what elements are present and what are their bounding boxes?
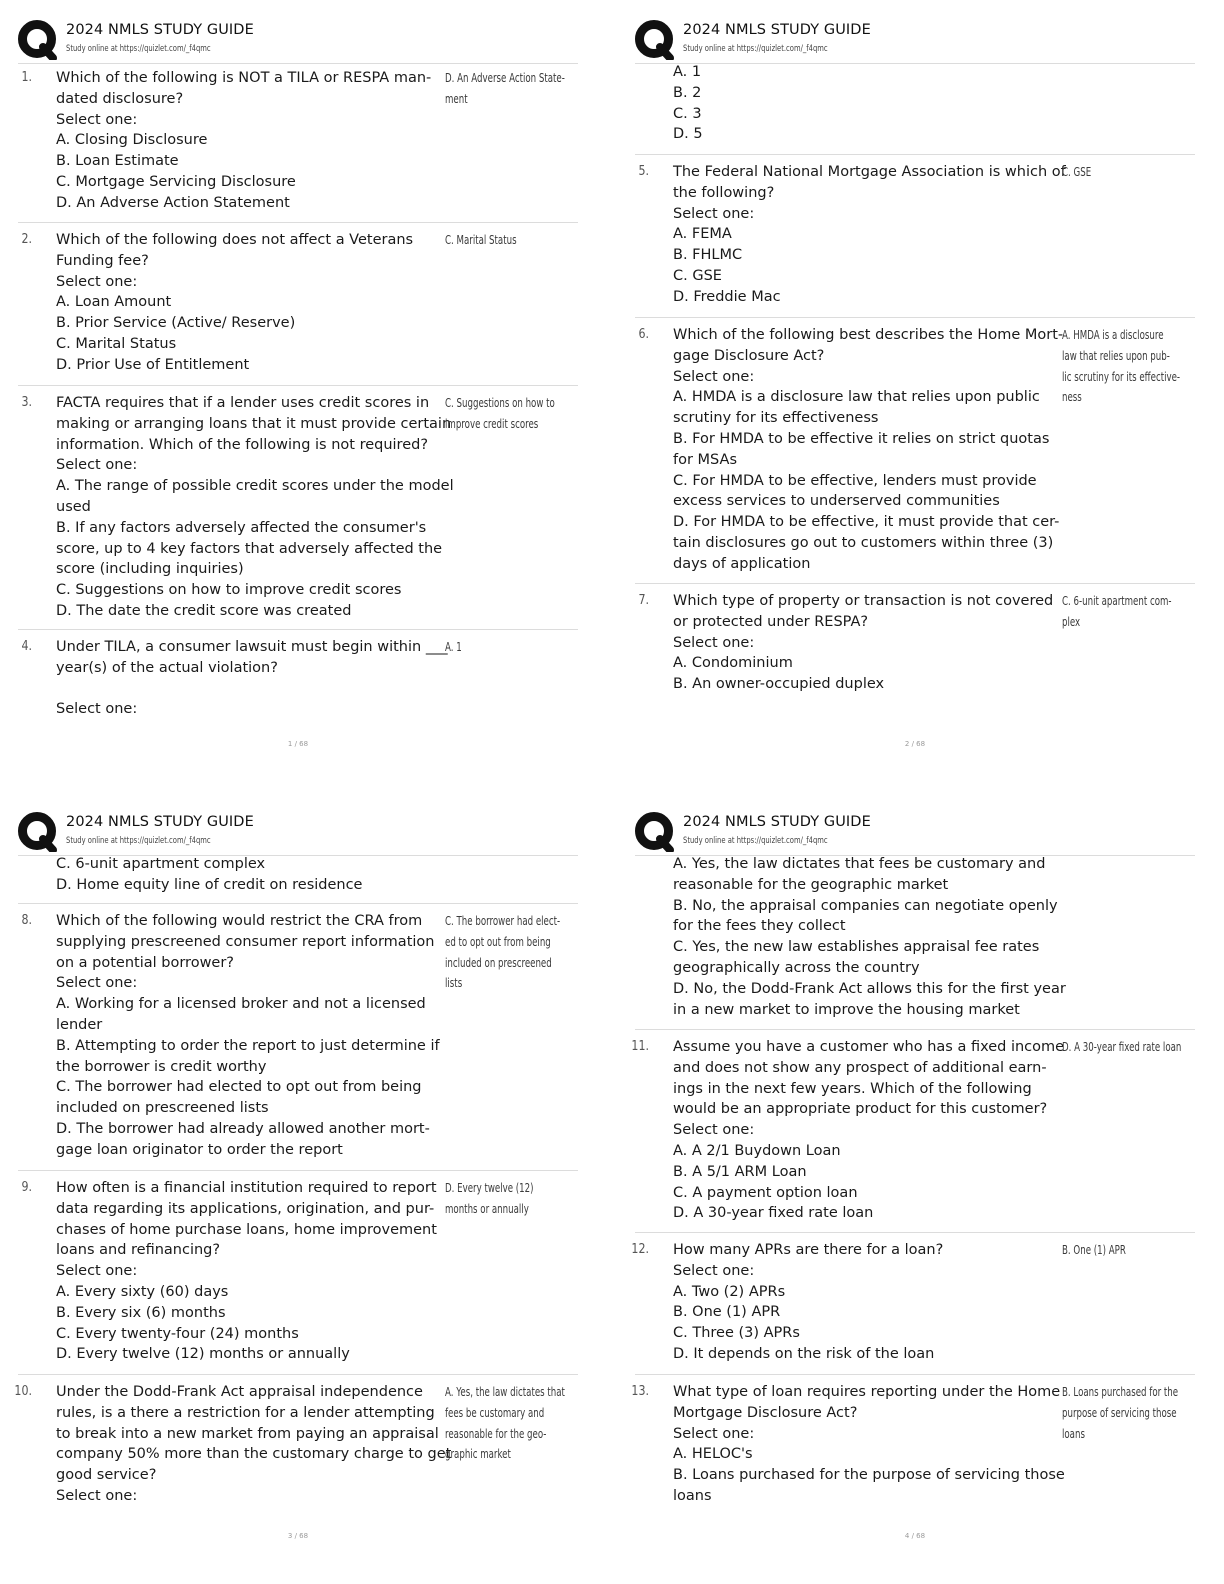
question-line: for the fees they collect: [673, 918, 846, 935]
question-line: company 50% more than the customary charge to get: [56, 1446, 452, 1463]
question-text: [56, 393, 454, 622]
question-line: C. The borrower had elected to opt out from being: [56, 1079, 422, 1096]
question-line: C. For HMDA to be effective, lenders must provide: [673, 472, 1037, 489]
question-line: D. The borrower had already allowed another mort-: [56, 1120, 430, 1137]
question-line: year(s) of the actual violation?: [56, 659, 278, 676]
question-line: C. Every twenty-four (24) months: [56, 1325, 299, 1342]
question-line: Select one:: [56, 1487, 138, 1504]
question-line: D. Every twelve (12) months or annually: [56, 1346, 350, 1363]
question-line: Select one:: [673, 368, 755, 385]
question-line: What type of loan requires reporting under the Home: [673, 1384, 1061, 1400]
question-line: Select one:: [673, 1262, 755, 1279]
answer-text: [1062, 1037, 1212, 1058]
question-divider: [635, 1029, 1195, 1030]
question-line: Select one:: [56, 701, 138, 718]
question-line: A. Two (2) APRs: [673, 1283, 786, 1300]
question-divider: [635, 1374, 1195, 1375]
answer-line: months or annually: [445, 1201, 529, 1216]
question-line: B. If any factors adversely affected the consumer's: [56, 519, 427, 536]
answer-line: fees be customary and: [445, 1405, 545, 1420]
question-line: data regarding its applications, origination, and pur-: [56, 1200, 435, 1217]
question-line: on a potential borrower?: [56, 954, 235, 971]
question-line: How many APRs are there for a loan?: [673, 1242, 944, 1258]
question-line: lender: [56, 1016, 103, 1033]
study-online-link[interactable]: Study online at https://quizlet.com/_f4qmc: [683, 836, 828, 846]
question-text: [673, 1240, 1065, 1365]
question-line: and does not show any prospect of additional earn-: [673, 1059, 1047, 1076]
answer-line: A. Yes, the law dictates that: [445, 1385, 565, 1399]
answer-line: C. GSE: [1062, 165, 1092, 179]
question-text: [673, 1382, 1065, 1507]
answer-line: A. HMDA is a disclosure: [1062, 328, 1164, 342]
quizlet-logo-icon: [635, 812, 675, 852]
question-line: Select one:: [56, 111, 138, 128]
question-line: C. Three (3) APRs: [673, 1325, 800, 1342]
question-line: scrutiny for its effectiveness: [673, 410, 879, 427]
question-line: A. Working for a licensed broker and not a licensed: [56, 996, 426, 1013]
question-line: Select one:: [56, 273, 138, 290]
question-divider: [635, 317, 1195, 318]
question-line: B. A 5/1 ARM Loan: [673, 1163, 807, 1180]
question-line: B. Attempting to order the report to just determine if: [56, 1037, 440, 1054]
question-line: rules, is a there a restriction for a lender attempting: [56, 1404, 435, 1421]
question-line: the following?: [673, 184, 775, 201]
question-line: gage Disclosure Act?: [673, 347, 825, 364]
question-line: geographically across the country: [673, 959, 920, 976]
question-line: making or arranging loans that it must provide certain: [56, 415, 452, 432]
answer-line: ed to opt out from being: [445, 934, 551, 949]
question-line: C. Mortgage Servicing Disclosure: [56, 173, 296, 190]
question-line: C. 6-unit apartment complex: [56, 856, 266, 872]
question-line: A. FEMA: [673, 226, 732, 243]
answer-text: [445, 230, 595, 251]
question-number: 9.: [21, 1180, 32, 1195]
question-divider: [635, 154, 1195, 155]
answer-line: purpose of servicing those: [1062, 1405, 1177, 1420]
question-line: Select one:: [673, 1122, 755, 1139]
answer-text: [445, 911, 595, 994]
question-number: 8.: [21, 913, 32, 928]
question-line: A. Condominium: [673, 655, 793, 672]
question-divider: [635, 1232, 1195, 1233]
question-line: C. Suggestions on how to improve credit scores: [56, 582, 402, 599]
answer-text: [1062, 162, 1212, 183]
question-line: D. A 30-year fixed rate loan: [673, 1205, 874, 1222]
question-line: C. GSE: [673, 267, 722, 284]
question-line: B. 2: [673, 84, 702, 101]
question-line: Funding fee?: [56, 252, 149, 269]
question-line: or protected under RESPA?: [673, 613, 869, 630]
header-divider: [18, 63, 578, 64]
question-line: D. It depends on the risk of the loan: [673, 1345, 935, 1362]
answer-text: [445, 68, 595, 110]
question-line: D. Prior Use of Entitlement: [56, 356, 250, 373]
answer-line: C. Suggestions on how to: [445, 396, 555, 410]
question-text: [56, 637, 448, 720]
question-text: [56, 1382, 452, 1507]
question-line: dated disclosure?: [56, 90, 184, 107]
answer-line: D. An Adverse Action State-: [445, 71, 565, 85]
question-line: Mortgage Disclosure Act?: [673, 1404, 858, 1421]
quizlet-logo-icon: [18, 812, 58, 852]
question-line: Assume you have a customer who has a fixed income: [673, 1039, 1065, 1055]
question-line: B. For HMDA to be effective it relies on strict quotas: [673, 430, 1050, 447]
quizlet-logo-icon: [635, 20, 675, 60]
answer-line: lic scrutiny for its effective-: [1062, 369, 1181, 384]
question-line: A. Every sixty (60) days: [56, 1283, 229, 1300]
answer-text: [1062, 325, 1212, 408]
question-line: FACTA requires that if a lender uses credit scores in: [56, 395, 430, 411]
question-line: Select one:: [673, 1425, 755, 1442]
question-text: [673, 162, 1065, 308]
question-line: A. Closing Disclosure: [56, 132, 208, 149]
question-line: Under the Dodd-Frank Act appraisal independence: [56, 1384, 423, 1400]
page-number: 4 / 68: [904, 1532, 926, 1540]
question-line: D. Freddie Mac: [673, 288, 781, 305]
question-text: [673, 62, 1065, 145]
question-line: the borrower is credit worthy: [56, 1058, 267, 1075]
question-number: 12.: [631, 1242, 649, 1257]
question-text: [56, 1178, 448, 1365]
answer-line: ness: [1062, 390, 1082, 405]
answer-text: [445, 393, 595, 435]
study-online-link[interactable]: Study online at https://quizlet.com/_f4qmc: [66, 836, 211, 846]
question-line: reasonable for the geographic market: [673, 876, 949, 893]
question-line: would be an appropriate product for this customer?: [673, 1101, 1048, 1118]
question-line: Select one:: [673, 205, 755, 222]
page-number: 2 / 68: [904, 740, 926, 748]
question-line: A. Loan Amount: [56, 294, 172, 311]
question-number: 10.: [14, 1384, 32, 1399]
question-divider: [18, 1170, 578, 1171]
answer-line: graphic market: [445, 1447, 511, 1462]
answer-text: [1062, 1240, 1212, 1261]
question-line: D. An Adverse Action Statement: [56, 194, 290, 211]
question-line: to break into a new market from paying an appraisal: [56, 1425, 439, 1442]
answer-line: law that relies upon pub-: [1062, 348, 1170, 363]
question-number: 4.: [21, 639, 32, 654]
answer-line: B. Loans purchased for the: [1062, 1385, 1179, 1399]
question-line: B. Prior Service (Active/ Reserve): [56, 315, 296, 332]
question-text: [56, 854, 448, 896]
question-line: gage loan originator to order the report: [56, 1141, 343, 1158]
question-line: C. Marital Status: [56, 335, 177, 352]
page-number: 3 / 68: [287, 1532, 309, 1540]
question-number: 11.: [631, 1039, 649, 1054]
question-number: 3.: [21, 395, 32, 410]
question-line: How often is a financial institution required to report: [56, 1180, 437, 1196]
answer-line: included on prescreened: [445, 955, 552, 970]
study-online-link[interactable]: Study online at https://quizlet.com/_f4qmc: [66, 44, 211, 54]
question-divider: [18, 903, 578, 904]
question-line: D. 5: [673, 126, 703, 143]
question-text: [56, 230, 448, 376]
answer-line: ment: [445, 91, 468, 106]
answer-line: C. Marital Status: [445, 233, 517, 247]
question-line: B. One (1) APR: [673, 1304, 781, 1321]
question-line: C. 3: [673, 105, 702, 122]
question-line: B. FHLMC: [673, 247, 743, 264]
page-title: 2024 NMLS STUDY GUIDE: [66, 814, 254, 830]
study-online-link[interactable]: Study online at https://quizlet.com/_f4qmc: [683, 44, 828, 54]
question-line: supplying prescreened consumer report information: [56, 933, 435, 950]
question-line: B. An owner-occupied duplex: [673, 676, 885, 693]
question-line: score (including inquiries): [56, 561, 244, 578]
question-line: Select one:: [56, 457, 138, 474]
question-line: A. HMDA is a disclosure law that relies upon public: [673, 389, 1040, 406]
question-line: ings in the next few years. Which of the following: [673, 1080, 1032, 1097]
question-line: Select one:: [56, 1263, 138, 1280]
question-number: 5.: [638, 164, 649, 179]
answer-line: A. 1: [445, 640, 462, 654]
study-guide-page-1: [0, 0, 600, 792]
question-line: [56, 679, 448, 700]
question-text: [56, 911, 448, 1161]
question-line: A. 1: [673, 64, 702, 80]
question-line: included on prescreened lists: [56, 1100, 269, 1117]
question-line: Select one:: [673, 634, 755, 651]
question-line: D. Home equity line of credit on residence: [56, 876, 363, 893]
question-line: C. A payment option loan: [673, 1184, 858, 1201]
question-line: chases of home purchase loans, home improvement: [56, 1221, 437, 1238]
question-number: 1.: [21, 70, 32, 85]
page-number: 1 / 68: [287, 740, 309, 748]
question-number: 7.: [638, 593, 649, 608]
study-guide-page-3: [0, 792, 600, 1584]
page-title: 2024 NMLS STUDY GUIDE: [66, 22, 254, 38]
question-line: Which of the following best describes the Home Mort-: [673, 327, 1064, 343]
question-text: [673, 591, 1065, 695]
question-line: D. For HMDA to be effective, it must provide that cer-: [673, 514, 1060, 531]
page-title: 2024 NMLS STUDY GUIDE: [683, 22, 871, 38]
question-number: 2.: [21, 232, 32, 247]
question-line: in a new market to improve the housing market: [673, 1001, 1020, 1018]
question-line: Which of the following is NOT a TILA or RESPA man-: [56, 70, 432, 86]
question-line: D. The date the credit score was created: [56, 602, 352, 619]
question-line: A. The range of possible credit scores under the model: [56, 478, 454, 495]
question-divider: [635, 583, 1195, 584]
question-line: A. HELOC's: [673, 1446, 753, 1463]
question-text: [673, 1037, 1065, 1224]
question-divider: [18, 385, 578, 386]
question-number: 13.: [631, 1384, 649, 1399]
answer-text: [445, 1382, 595, 1465]
question-line: score, up to 4 key factors that adversely affected the: [56, 540, 443, 557]
answer-line: lists: [445, 976, 463, 991]
question-line: days of application: [673, 555, 811, 572]
page-title: 2024 NMLS STUDY GUIDE: [683, 814, 871, 830]
answer-text: [1062, 591, 1212, 633]
answer-text: [445, 637, 595, 658]
answer-line: B. One (1) APR: [1062, 1243, 1126, 1257]
answer-line: loans: [1062, 1426, 1085, 1441]
answer-line: C. The borrower had elect-: [445, 914, 561, 928]
question-line: tain disclosures go out to customers within three (3): [673, 534, 1054, 551]
question-text: [673, 325, 1065, 575]
study-guide-page-2: [617, 0, 1217, 792]
question-line: Which of the following does not affect a Veterans: [56, 232, 414, 248]
answer-text: [445, 1178, 595, 1220]
question-line: for MSAs: [673, 451, 738, 468]
question-line: The Federal National Mortgage Association is which of: [673, 164, 1066, 180]
answer-line: reasonable for the geo-: [445, 1426, 547, 1441]
question-line: B. Loan Estimate: [56, 153, 179, 170]
question-number: 6.: [638, 327, 649, 342]
question-line: C. Yes, the new law establishes appraisal fee rates: [673, 939, 1040, 956]
answer-line: D. Every twelve (12): [445, 1181, 534, 1195]
question-divider: [18, 222, 578, 223]
question-divider: [18, 1374, 578, 1375]
question-line: excess services to underserved communities: [673, 493, 1000, 510]
question-divider: [18, 629, 578, 630]
question-line: Which of the following would restrict the CRA from: [56, 913, 423, 929]
question-line: good service?: [56, 1467, 157, 1484]
answer-line: plex: [1062, 614, 1081, 629]
answer-line: C. 6-unit apartment com-: [1062, 594, 1172, 608]
question-line: Which type of property or transaction is not covered: [673, 593, 1054, 609]
question-line: used: [56, 498, 91, 515]
question-line: loans and refinancing?: [56, 1242, 221, 1259]
quizlet-logo-icon: [18, 20, 58, 60]
question-text: [673, 854, 1065, 1020]
question-line: Under TILA, a consumer lawsuit must begin within ___: [56, 639, 448, 655]
question-line: D. No, the Dodd-Frank Act allows this for the first year: [673, 980, 1066, 997]
answer-line: improve credit scores: [445, 416, 539, 431]
question-line: Select one:: [56, 975, 138, 992]
question-line: loans: [673, 1487, 712, 1504]
question-text: [56, 68, 448, 214]
question-line: information. Which of the following is not required?: [56, 436, 429, 453]
question-line: B. Loans purchased for the purpose of servicing those: [673, 1467, 1065, 1484]
question-line: B. No, the appraisal companies can negotiate openly: [673, 897, 1058, 914]
study-guide-page-4: [617, 792, 1217, 1584]
question-line: B. Every six (6) months: [56, 1304, 226, 1321]
question-line: A. A 2/1 Buydown Loan: [673, 1142, 841, 1159]
answer-text: [1062, 1382, 1212, 1444]
answer-line: D. A 30-year fixed rate loan: [1062, 1040, 1182, 1054]
question-line: A. Yes, the law dictates that fees be customary and: [673, 856, 1046, 872]
